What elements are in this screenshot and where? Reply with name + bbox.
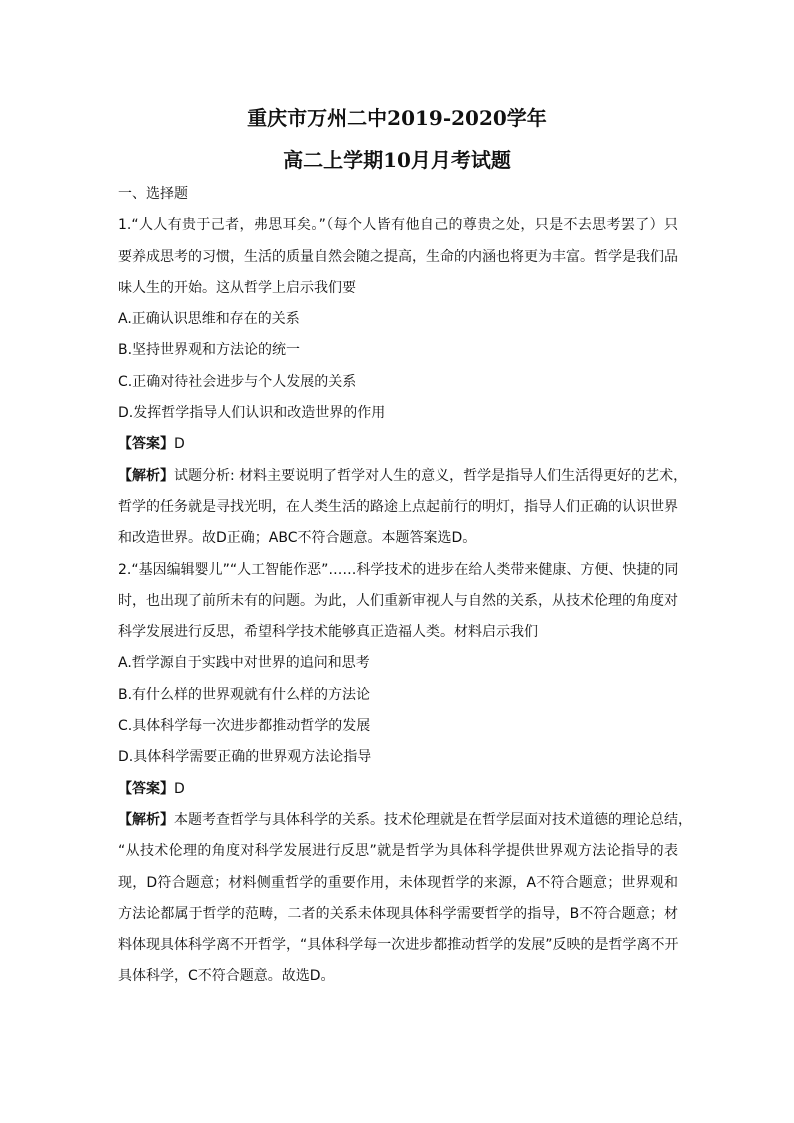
analysis-line bbox=[118, 461, 688, 492]
answer-tag: 【答案】 bbox=[118, 780, 174, 797]
document-subtitle: 高二上学期10月月考试题 bbox=[283, 148, 511, 172]
option-d: D.发挥哲学指导人们认识和改造世界的作用 bbox=[118, 405, 386, 422]
option-d: D.具体科学需要正确的世界观方法论指导 bbox=[118, 749, 372, 766]
option-c: C.具体科学每一次进步都推动哲学的发展 bbox=[118, 718, 371, 735]
analysis-line: “从技术伦理的角度对科学发展进行反思”就是哲学为具体科学提供世界观方法论指导的表 bbox=[118, 843, 678, 860]
answer-value: D bbox=[174, 436, 185, 453]
option-b: B.坚持世界观和方法论的统一 bbox=[118, 342, 301, 359]
option-c: C.正确对待社会进步与个人发展的关系 bbox=[118, 373, 357, 390]
analysis-line: 和改造世界。故D正确；ABC不符合题意。本题答案选D。 bbox=[118, 530, 477, 547]
question-1 bbox=[118, 210, 688, 554]
answer-tag: 【答案】 bbox=[118, 436, 174, 453]
analysis-tag: 【解析】 bbox=[118, 811, 174, 828]
analysis-line: 方法论都属于哲学的范畴，二者的关系未体现具体科学需要哲学的指导，B不符合题意；材 bbox=[118, 905, 678, 922]
question-stem-line: 2.“基因编辑婴儿”“人工智能作恶”……科学技术的进步在给人类带来健康、方便、快捷的同 bbox=[118, 561, 679, 578]
option-a: A.哲学源自于实践中对世界的追问和思考 bbox=[118, 655, 370, 672]
question-stem-line: 要养成思考的习惯，生活的质量自然会随之提高，生命的内涵也将更为丰富。哲学是我们品 bbox=[118, 248, 678, 265]
question-stem-line: 1.“人人有贵于己者，弗思耳矣。”（每个人皆有他自己的尊贵之处，只是不去思考罢了）只 bbox=[118, 217, 678, 234]
analysis-text: 试题分析: 材料主要说明了哲学对人生的意义，哲学是指导人们生活得更好的艺术， bbox=[174, 467, 688, 484]
section-heading: 一、选择题 bbox=[118, 186, 188, 202]
answer-line bbox=[118, 429, 678, 460]
analysis-line: 具体科学，C不符合题意。故选D。 bbox=[118, 968, 335, 985]
analysis-line: 料体现具体科学离不开哲学，“具体科学每一次进步都推动哲学的发展”反映的是哲学离不开 bbox=[118, 937, 679, 954]
analysis-line: 哲学的任务就是寻找光明，在人类生活的路途上点起前行的明灯，指导人们正确的认识世界 bbox=[118, 498, 678, 515]
option-b: B.有什么样的世界观就有什么样的方法论 bbox=[118, 686, 371, 703]
option-a: A.正确认识思维和存在的关系 bbox=[118, 311, 300, 328]
analysis-tag: 【解析】 bbox=[118, 467, 174, 484]
document-title: 重庆市万州二中2019-2020学年 bbox=[247, 106, 547, 130]
document-body bbox=[118, 179, 692, 993]
answer-value: D bbox=[174, 780, 185, 797]
question-stem-line: 时，也出现了前所未有的问题。为此，人们重新审视人与自然的关系，从技术伦理的角度对 bbox=[118, 592, 678, 609]
analysis-line: 现，D符合题意；材料侧重哲学的重要作用，未体现哲学的来源，A不符合题意；世界观和 bbox=[118, 874, 678, 891]
question-stem-line: 味人生的开始。这从哲学上启示我们要 bbox=[118, 279, 356, 296]
question-2 bbox=[118, 555, 692, 993]
analysis-line bbox=[118, 805, 692, 836]
question-stem-line: 科学发展进行反思，希望科学技术能够真正造福人类。材料启示我们 bbox=[118, 624, 538, 641]
analysis-text: 本题考查哲学与具体科学的关系。技术伦理就是在哲学层面对技术道德的理论总结， bbox=[174, 811, 692, 828]
answer-line bbox=[118, 774, 678, 805]
